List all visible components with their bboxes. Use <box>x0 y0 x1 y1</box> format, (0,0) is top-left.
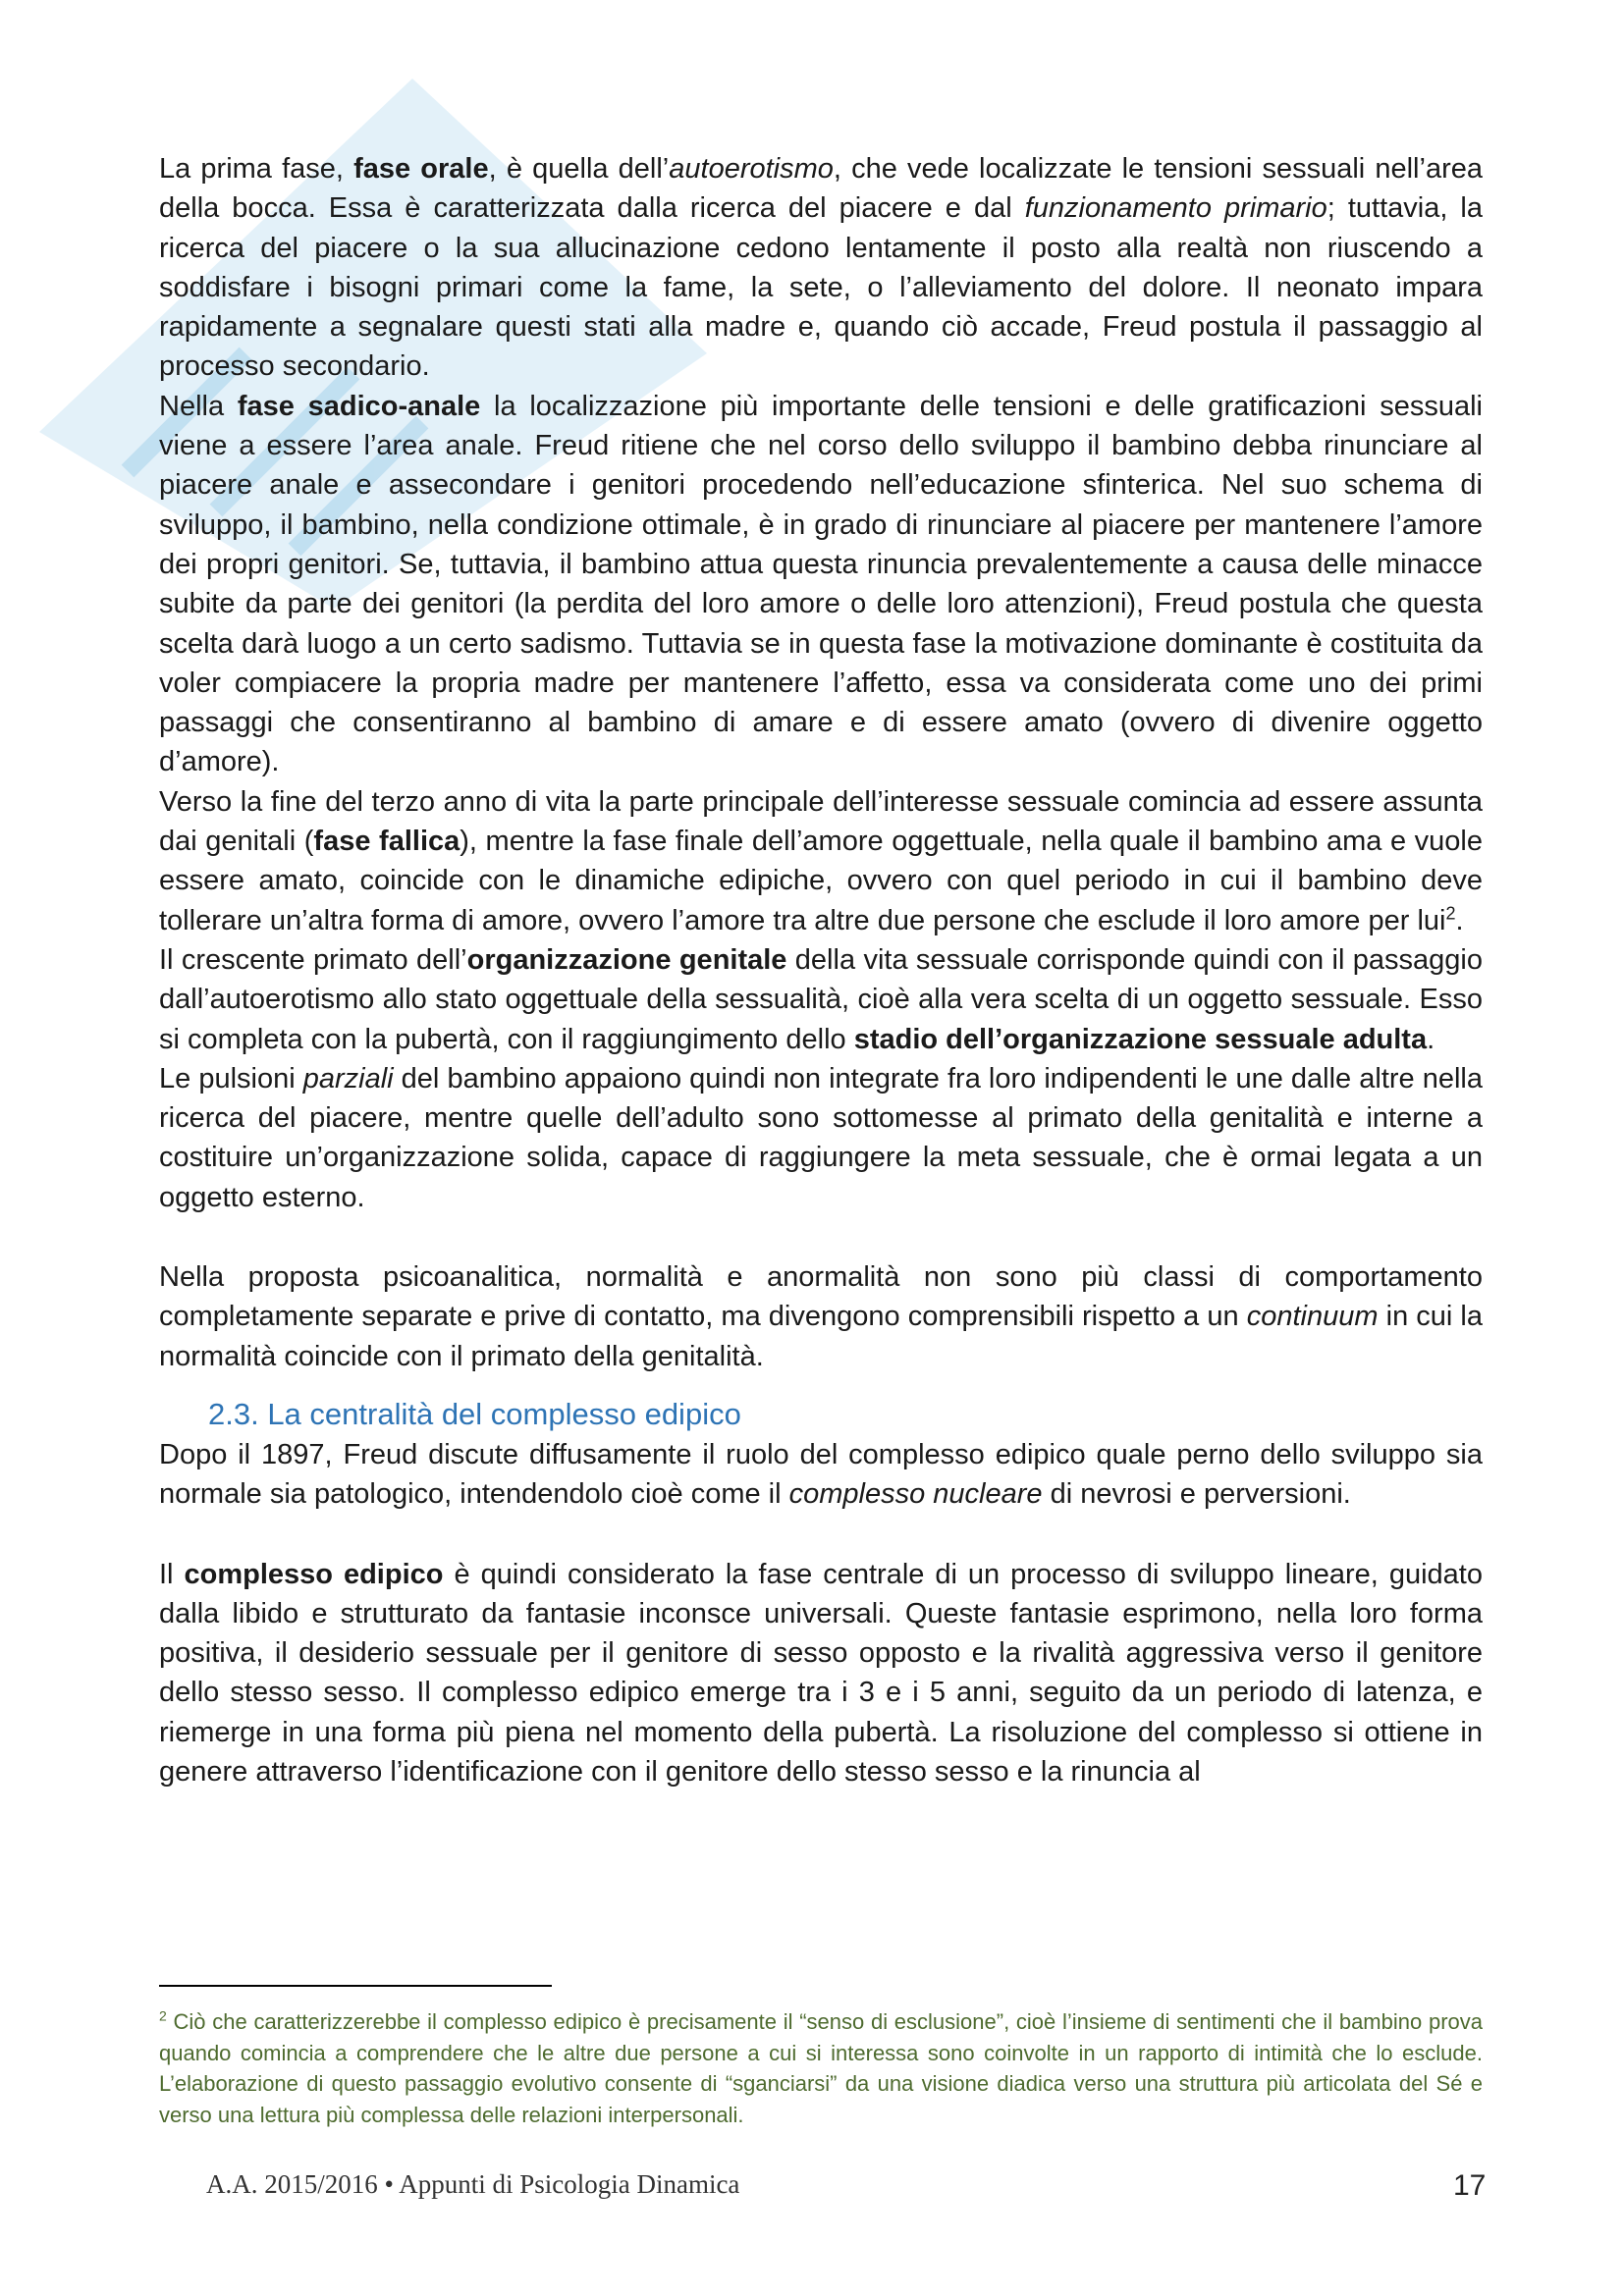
footnote <box>159 2006 1483 2130</box>
page-number: 17 <box>1453 2169 1487 2202</box>
paragraph-complesso-edipico: Il complesso edipico è quindi considerato la fase centrale di un processo di sviluppo lineare, guidato dalla libido e strutturato da fantasie inconsce universali. Queste fantasie esprimono, nella loro forma positiva, il desiderio sessuale per il genitore di sesso opposto e la rivalità aggressiva verso il genitore dello stesso sesso. Il complesso edipico emerge tra i 3 e i 5 anni, seguito da un periodo di latenza, e riemerge in una forma più piena nel momento della pubertà. La risoluzione del complesso si ottiene in genere attraverso l’identificazione con il genitore dello stesso sesso e la rinuncia al <box>159 1558 1483 1788</box>
paragraph-pulsioni-parziali: Le pulsioni parziali del bambino appaiono quindi non integrate fra loro indipendenti le une dalle altre nella ricerca del piacere, mentre quelle dell’adulto sono sottomesse al primato della genitalità e interne a costituire un’organizzazione solida, capace di raggiungere la meta sessuale, che è ormai legata a un oggetto esterno. <box>159 1062 1483 1213</box>
term-complesso-edipico: complesso edipico <box>184 1558 444 1590</box>
footnote-text: Ciò che caratterizzerebbe il complesso edipico è precisamente il “senso di esclusione”, cioè l’insieme di sentimenti che il bambino prova quando comincia a comprendere che le altre due persone a cui si interessa sono coinvolte in un rapporto di intimità che lo esclude. L’elaborazione di questo passaggio evolutivo consente di “sganciarsi” da una visione diadica verso una struttura più articolata del Sé e verso una lettura più complessa delle relazioni interpersonali. <box>159 2009 1483 2127</box>
section-heading: 2.3. La centralità del complesso edipico <box>208 1396 741 1431</box>
term-autoerotismo: autoerotismo <box>669 153 834 185</box>
paragraph-fase-orale: La prima fase, fase orale, è quella dell’autoerotismo, che vede localizzate le tensioni sessuali nell’area della bocca. Essa è caratterizzata dalla ricerca del piacere e dal funzionamento primario; tuttavia, la ricerca del piacere o la sua allucinazione cedono lentamente il posto alla realtà non riuscendo a soddisfare i bisogni primari come la fame, la sete, o l’alleviamento del dolore. Il neonato impara rapidamente a segnalare questi stati alla madre e, quando ciò accade, Freud postula il passaggio al processo secondario. <box>159 153 1483 383</box>
document-body <box>159 149 1483 1791</box>
term-stadio-organizzazione-adulta: stadio dell’organizzazione sessuale adulta <box>853 1023 1428 1055</box>
spacer <box>159 1217 1483 1257</box>
paragraph-normalita: Nella proposta psicoanalitica, normalità e anormalità non sono più classi di comportamento completamente separate e prive di contatto, ma divengono comprensibili rispetto a un continuum in cui la normalità coincide con il primato della genitalità. <box>159 1261 1484 1372</box>
term-organizzazione-genitale: organizzazione genitale <box>466 943 787 976</box>
term-fase-fallica: fase fallica <box>313 826 460 858</box>
spacer <box>159 1515 1483 1555</box>
footnote-separator <box>159 1985 552 1987</box>
footnote-reference[interactable]: 2 <box>1445 902 1456 923</box>
term-parziali: parziali <box>302 1062 394 1095</box>
term-complesso-nucleare: complesso nucleare <box>788 1478 1043 1511</box>
footnote-number: 2 <box>159 2007 167 2024</box>
term-fase-orale: fase orale <box>353 153 489 185</box>
paragraph-dopo-1897: Dopo il 1897, Freud discute diffusamente il ruolo del complesso edipico quale perno dello sviluppo sia normale sia patologico, intendendolo cioè come il complesso nucleare di nevrosi e perversioni. <box>159 1438 1483 1511</box>
paragraph-fase-fallica: Verso la fine del terzo anno di vita la parte principale dell’interesse sessuale comincia ad essere assunta dai genitali (fase fallica), mentre la fase finale dell’amore oggettuale, nella quale il bambino ama e vuole essere amato, coincide con le dinamiche edipiche, ovvero con quel periodo in cui il bambino deve tollerare un’altra forma di amore, ovvero l’amore tra altre due persone che esclude il loro amore per lui$^2$. <box>159 785 1483 936</box>
term-continuum: continuum <box>1246 1301 1379 1333</box>
paragraph-organizzazione-genitale: Il crescente primato dell’organizzazione genitale della vita sessuale corrisponde quindi con il passaggio dall’autoerotismo allo stato oggettuale della sessualità, cioè alla vera scelta di un oggetto sessuale. Esso si completa con la pubertà, con il raggiungimento dello stadio dell’organizzazione sessuale adulta. <box>159 943 1484 1055</box>
paragraph-fase-sadico-anale: Nella fase sadico-anale la localizzazione più importante delle tensioni e delle gratificazioni sessuali viene a essere l’area anale. Freud ritiene che nel corso dello sviluppo il bambino debba rinunciare al piacere anale e assecondare i genitori procedendo nell’educazione sfinterica. Nel suo schema di sviluppo, il bambino, nella condizione ottimale, è in grado di rinunciare al piacere per mantenere l’amore dei propri genitori. Se, tuttavia, il bambino attua questa rinuncia prevalentemente a causa delle minacce subite da parte dei genitori (la perdita del loro amore o delle loro attenzioni), Freud postula che questa scelta darà luogo a un certo sadismo. Tuttavia se in questa fase la motivazione dominante è costituita da voler compiacere la propria madre per mantenere l’affetto, essa va considerata come uno dei primi passaggi che consentiranno al bambino di amare e di essere amato (ovvero di divenire oggetto d’amore). <box>159 390 1483 778</box>
page-footer: A.A. 2015/2016 • Appunti di Psicologia Dinamica <box>206 2169 740 2199</box>
term-fase-sadico-anale: fase sadico-anale <box>237 390 481 422</box>
term-funzionamento-primario: funzionamento primario <box>1024 192 1327 225</box>
